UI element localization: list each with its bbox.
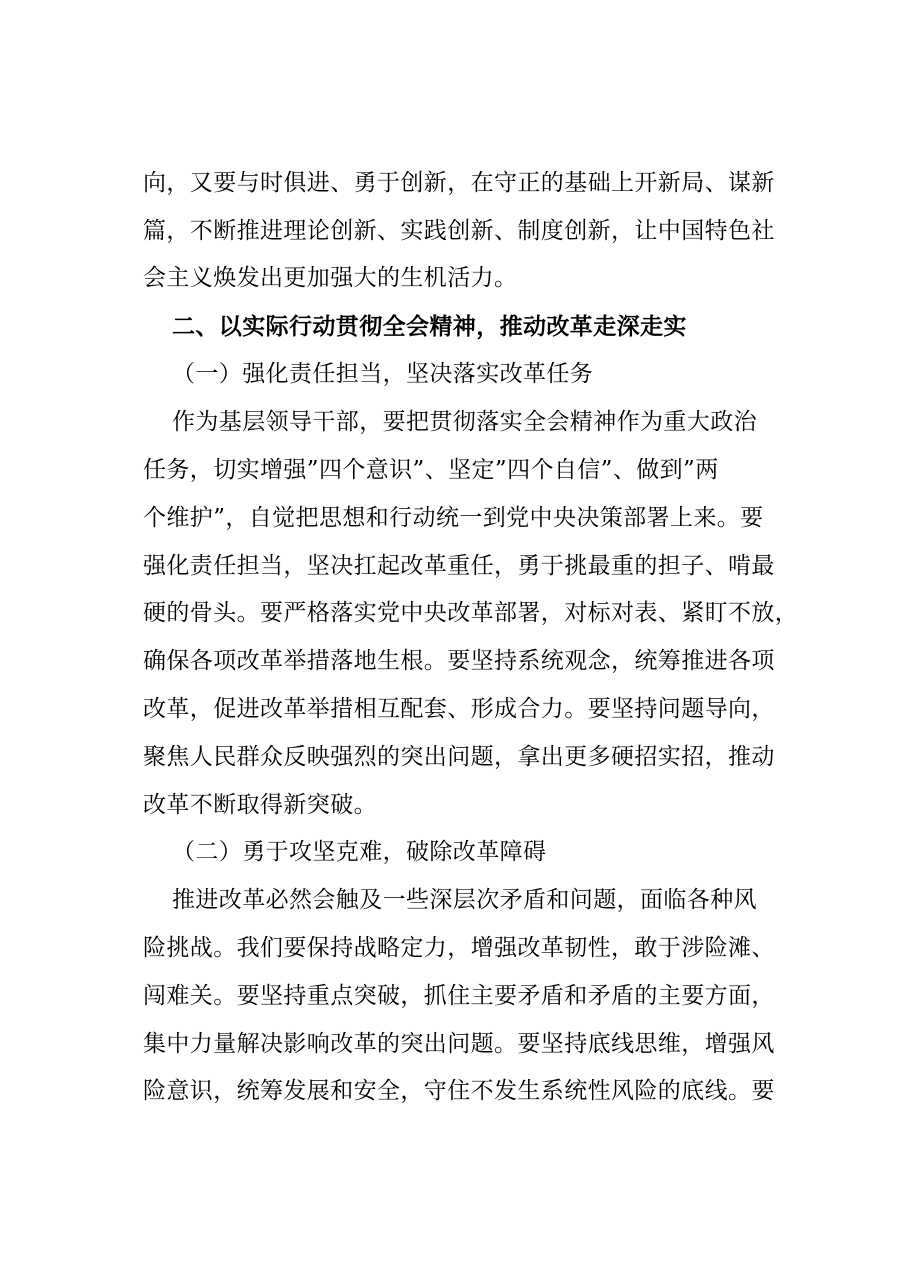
- paragraph-line: 向，又要与时俱进、勇于创新，在守正的基础上开新局、谋新: [143, 170, 775, 196]
- paragraph-line: 确保各项改革举措落地生根。要坚持系统观念，统筹推进各项: [143, 648, 775, 674]
- paragraph-line: 硬的骨头。要严格落实党中央改革部署，对标对表、紧盯不放，: [143, 600, 799, 626]
- paragraph-line: 闯难关。要坚持重点突破，抓住主要矛盾和矛盾的主要方面，: [143, 983, 775, 1009]
- paragraph-line: 险挑战。我们要保持战略定力，增强改革韧性，敢于涉险滩、: [143, 935, 775, 961]
- paragraph-line: 作为基层领导干部，要把贯彻落实全会精神作为重大政治: [172, 409, 757, 435]
- subsection-heading: （一）强化责任担当，坚决落实改革任务: [172, 361, 594, 387]
- paragraph-line: 改革不断取得新突破。: [143, 792, 377, 818]
- subsection-heading: （二）勇于攻坚克难，破除改革障碍: [172, 839, 547, 865]
- paragraph-line: 聚焦人民群众反映强烈的突出问题，拿出更多硬招实招，推动: [143, 744, 775, 770]
- paragraph-line: 强化责任担当，坚决扛起改革重任，勇于挑最重的担子、啃最: [143, 553, 775, 579]
- paragraph-line: 会主义焕发出更加强大的生机活力。: [143, 265, 518, 291]
- paragraph-line: 集中力量解决影响改革的突出问题。要坚持底线思维，增强风: [143, 1031, 775, 1057]
- paragraph-line: 任务，切实增强”四个意识”、坚定”四个自信”、做到”两: [143, 457, 719, 483]
- paragraph-line: 险意识，统筹发展和安全，守住不发生系统性风险的底线。要: [143, 1078, 775, 1104]
- paragraph-line: 个维护”，自觉把思想和行动统一到党中央决策部署上来。要: [143, 505, 764, 531]
- section-heading: 二、以实际行动贯彻全会精神，推动改革走深走实: [172, 314, 687, 340]
- paragraph-line: 推进改革必然会触及一些深层次矛盾和问题，面临各种风: [172, 887, 757, 913]
- paragraph-line: 篇，不断推进理论创新、实践创新、制度创新，让中国特色社: [143, 218, 775, 244]
- paragraph-line: 改革，促进改革举措相互配套、形成合力。要坚持问题导向，: [143, 696, 775, 722]
